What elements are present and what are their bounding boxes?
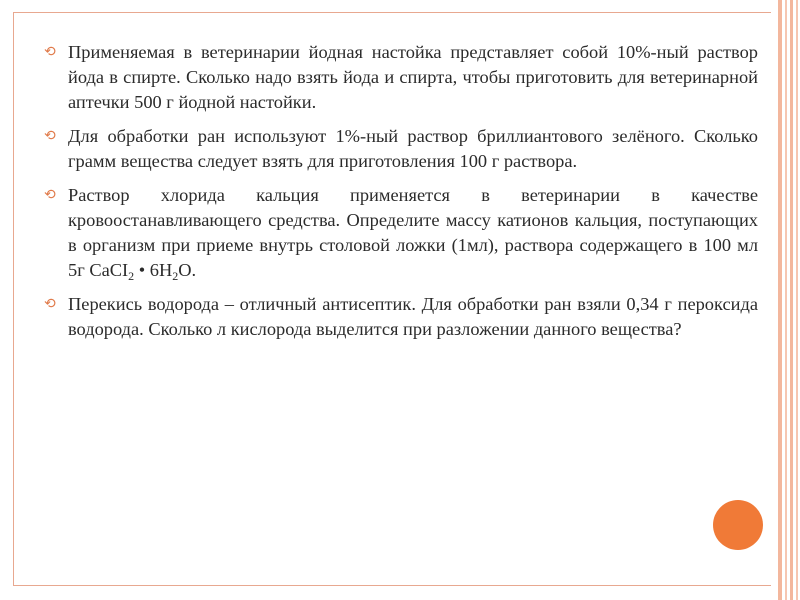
bullet-list: [44, 40, 758, 351]
subscript: 2: [172, 269, 179, 283]
decorative-stripe: [790, 0, 793, 600]
decorative-stripe: [785, 0, 787, 600]
list-item-text: Применяемая в ветеринарии йодная настойка представляет собой 10%-ный раствор йода в спирте. Сколько надо взять йода и спирта, чтобы приготовить для ветеринарной аптечки 500 г йодной настойки.: [68, 42, 758, 112]
list-item-text-part: O.: [178, 260, 197, 280]
list-item-text-part: Раствор хлорида кальция применяется в ветеринарии в качестве кровоостанавливающего средства. Определите массу катионов кальция, поступающих в организм при приеме внутрь столовой ложки (1мл), раствора содержащего в 100 мл 5г CaCI: [68, 185, 758, 280]
decorative-stripe: [778, 0, 782, 600]
list-item: [44, 292, 758, 342]
bullet-ring-icon: ⟲: [44, 187, 56, 203]
bullet-ring-icon: ⟲: [44, 44, 56, 60]
list-item-text: Перекись водорода – отличный антисептик. Для обработки ран взяли 0,34 г пероксида водорода. Сколько л кислорода выделится при разложении данного вещества?: [68, 294, 758, 339]
bullet-ring-icon: ⟲: [44, 128, 56, 144]
decorative-stripe: [796, 0, 798, 600]
list-item: [44, 124, 758, 174]
list-item-text: [68, 185, 758, 283]
list-item: [44, 183, 758, 283]
orange-accent-circle: [713, 500, 763, 550]
list-item-text: Для обработки ран используют 1%-ный раствор бриллиантового зелёного. Сколько грамм вещества следует взять для приготовления 100 г раствора.: [68, 126, 758, 171]
list-item: [44, 40, 758, 115]
subscript: 2: [128, 269, 135, 283]
bullet-ring-icon: ⟲: [44, 296, 56, 312]
list-item-text-part: • 6H: [134, 260, 173, 280]
